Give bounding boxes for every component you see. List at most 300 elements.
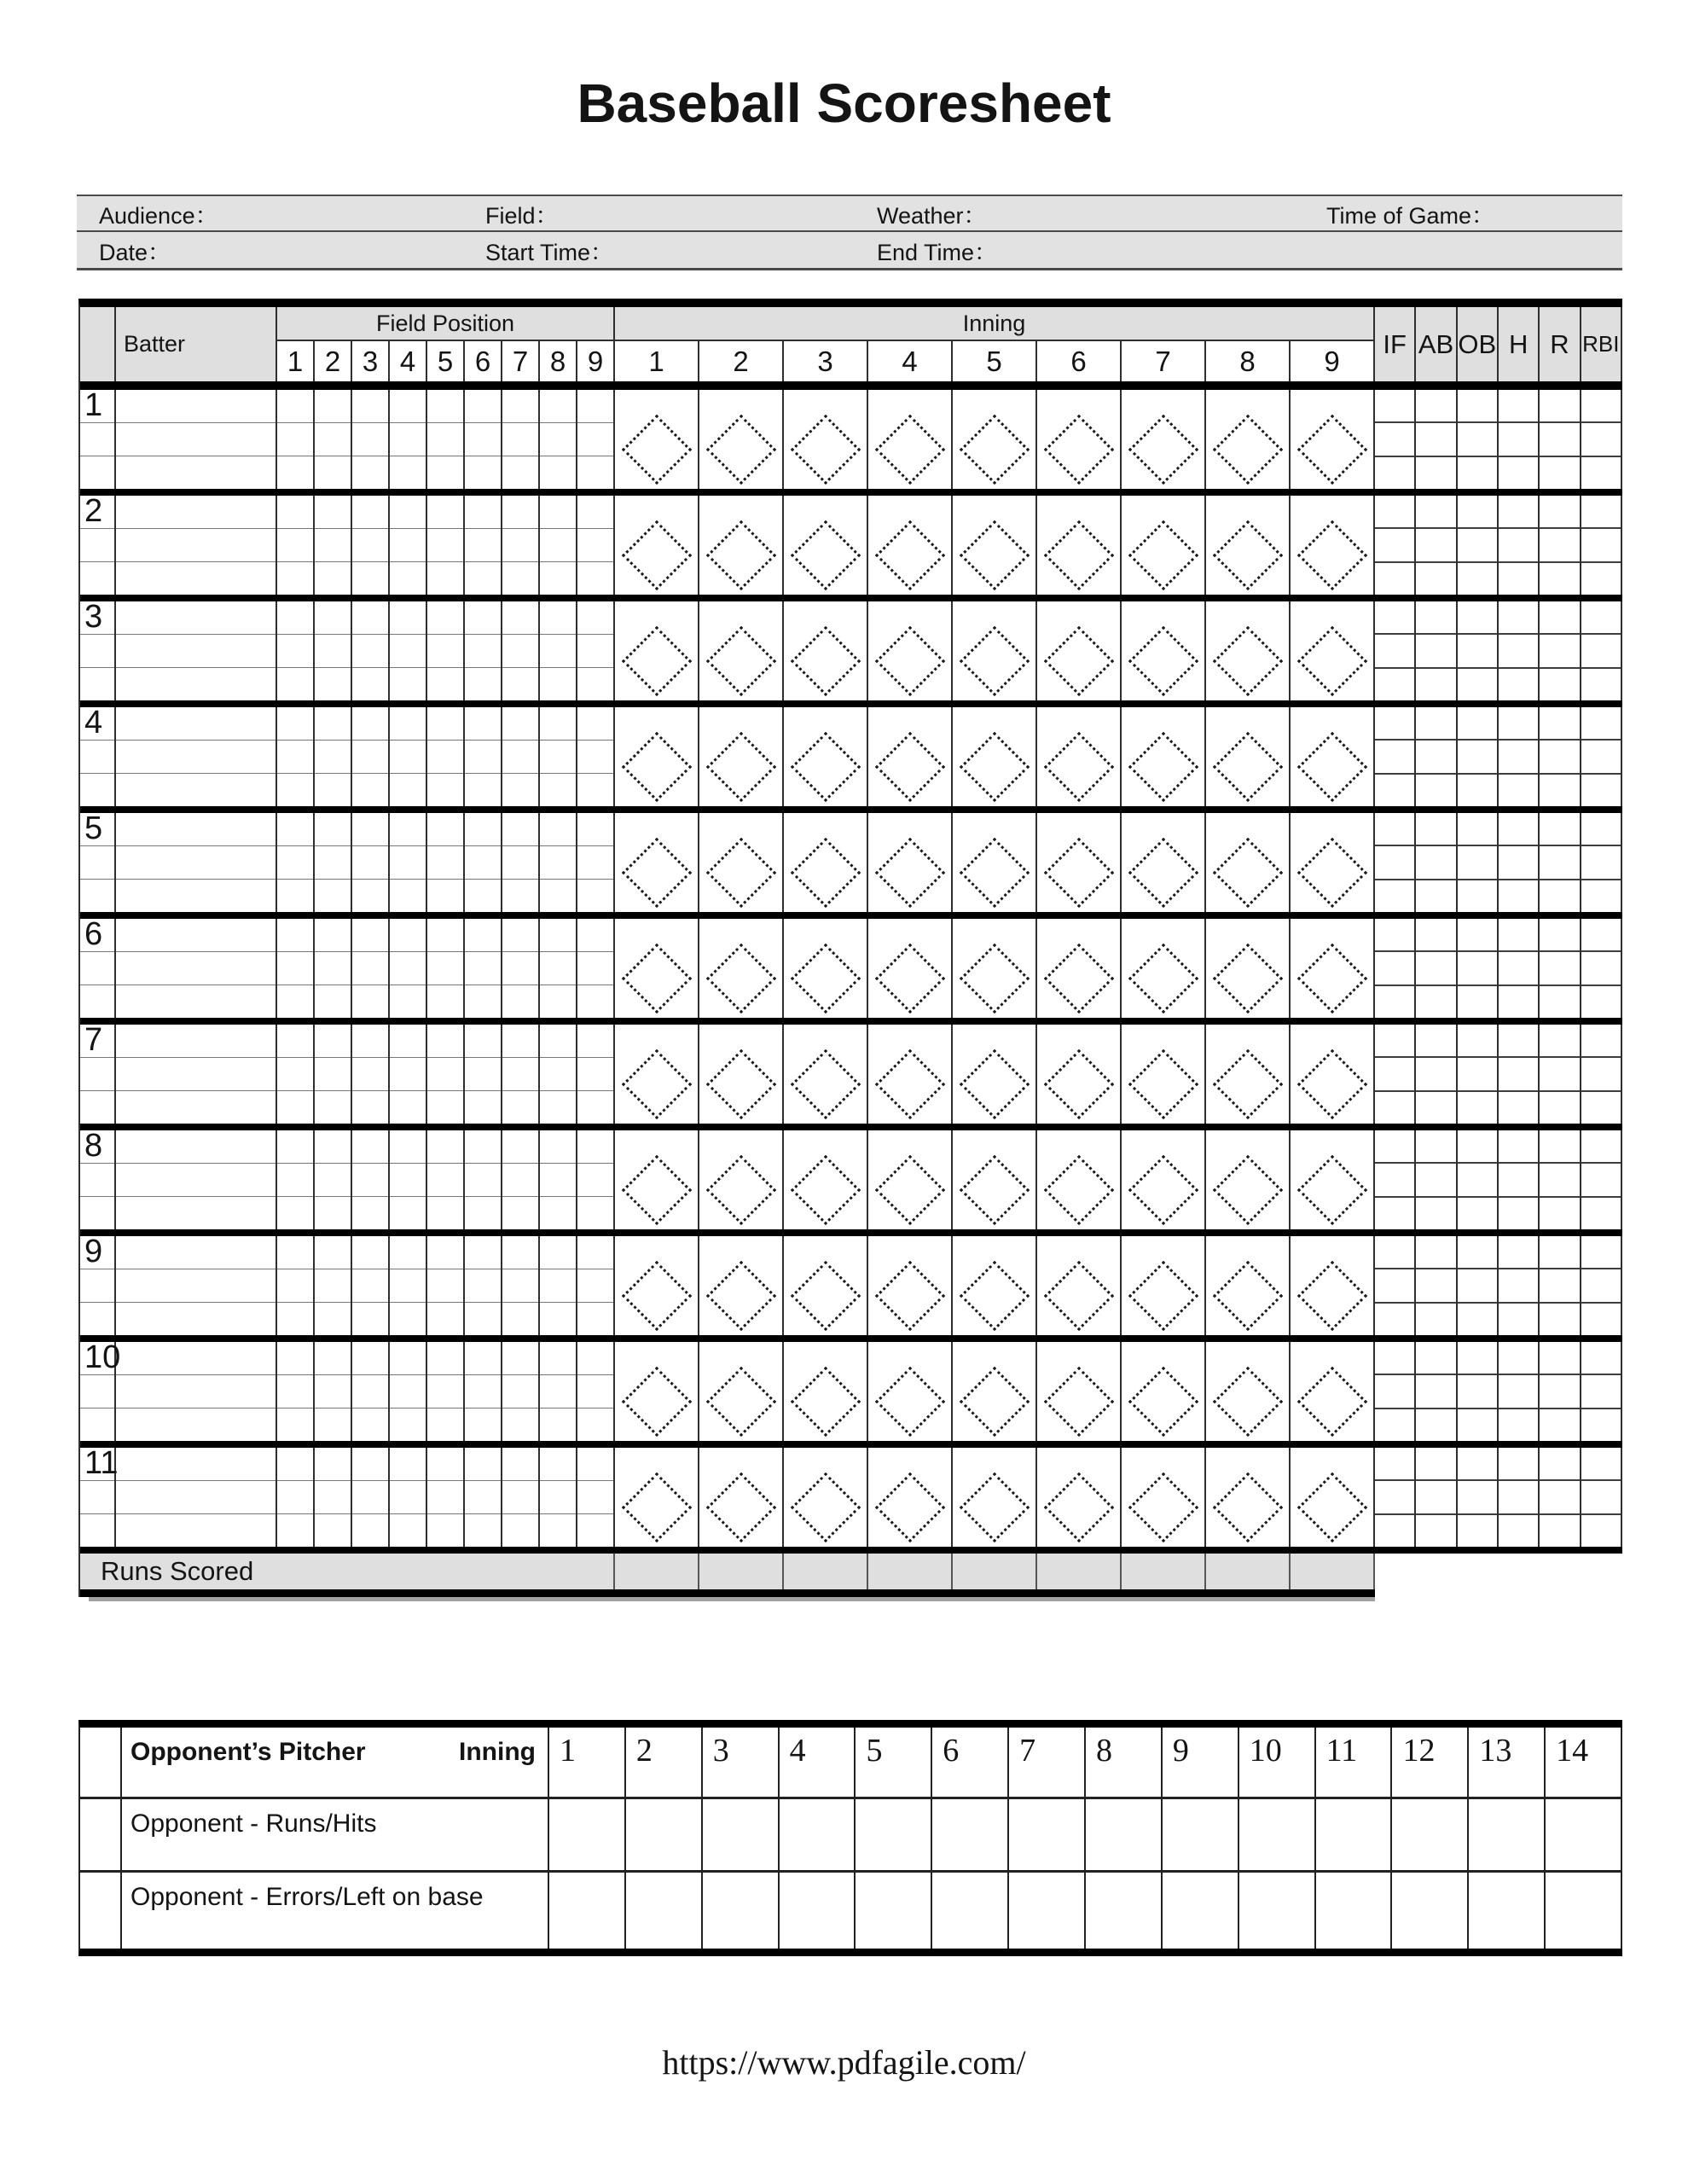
stat-sub-cell[interactable] (1416, 457, 1455, 489)
stat-sub-cell[interactable] (1375, 1164, 1414, 1197)
stat-cell-ab[interactable] (1416, 1025, 1457, 1124)
field-position-sub-cell[interactable] (427, 635, 463, 668)
field-position-sub-cell[interactable] (427, 1448, 463, 1481)
field-position-cell[interactable] (427, 1342, 465, 1441)
stat-cell-r[interactable] (1540, 496, 1581, 595)
inning-scoring-cell[interactable] (699, 707, 784, 806)
field-position-cell[interactable] (577, 1236, 613, 1335)
inning-scoring-cell[interactable] (784, 707, 868, 806)
stat-sub-cell[interactable] (1540, 707, 1579, 741)
field-position-sub-cell[interactable] (315, 668, 351, 700)
inning-scoring-cell[interactable] (1122, 919, 1206, 1018)
inning-scoring-cell[interactable] (868, 1448, 953, 1547)
field-position-sub-cell[interactable] (427, 1303, 463, 1335)
stat-sub-cell[interactable] (1458, 1092, 1497, 1124)
field-position-sub-cell[interactable] (577, 635, 613, 668)
field-position-sub-cell[interactable] (352, 846, 388, 880)
field-position-cell[interactable] (427, 1130, 465, 1229)
stat-cell-rbi[interactable] (1581, 707, 1621, 806)
inning-scoring-cell[interactable] (1291, 1448, 1373, 1547)
stat-sub-cell[interactable] (1581, 775, 1621, 806)
stat-sub-cell[interactable] (1540, 1375, 1579, 1409)
field-position-sub-cell[interactable] (465, 1236, 501, 1269)
field-position-sub-cell[interactable] (427, 1514, 463, 1547)
inning-scoring-cell[interactable] (615, 601, 699, 700)
stat-sub-cell[interactable] (1416, 741, 1455, 774)
stat-sub-cell[interactable] (1499, 496, 1538, 529)
stat-sub-cell[interactable] (1499, 1164, 1538, 1197)
field-position-sub-cell[interactable] (540, 774, 576, 806)
stat-sub-cell[interactable] (1458, 1304, 1497, 1335)
field-position-sub-cell[interactable] (465, 1025, 501, 1058)
stat-sub-cell[interactable] (1375, 1092, 1414, 1124)
field-position-sub-cell[interactable] (277, 562, 313, 595)
inning-scoring-cell[interactable] (1037, 707, 1122, 806)
field-position-cell[interactable] (465, 1025, 502, 1124)
inning-scoring-cell[interactable] (868, 813, 953, 912)
field-position-sub-cell[interactable] (277, 1514, 313, 1547)
runs-scored-cell-inning-2[interactable] (699, 1554, 784, 1589)
field-position-sub-cell[interactable] (577, 1303, 613, 1335)
stat-sub-cell[interactable] (1458, 1342, 1497, 1375)
field-position-sub-cell[interactable] (465, 1303, 501, 1335)
inning-scoring-cell[interactable] (868, 1236, 953, 1335)
field-position-sub-cell[interactable] (277, 985, 313, 1018)
opponent-score-cell[interactable] (1239, 1799, 1316, 1870)
field-position-cell[interactable] (427, 813, 465, 912)
batter-name-line[interactable] (116, 390, 276, 423)
field-position-sub-cell[interactable] (465, 1058, 501, 1091)
stat-cell-ab[interactable] (1416, 1236, 1457, 1335)
stat-sub-cell[interactable] (1416, 423, 1455, 456)
field-position-sub-cell[interactable] (352, 1375, 388, 1409)
inning-scoring-cell[interactable] (1291, 813, 1373, 912)
inning-scoring-cell[interactable] (1206, 1342, 1291, 1441)
field-position-sub-cell[interactable] (465, 741, 501, 774)
inning-scoring-cell[interactable] (1037, 1342, 1122, 1441)
stat-sub-cell[interactable] (1375, 1198, 1414, 1229)
stat-cell-if[interactable] (1375, 1342, 1416, 1441)
inning-scoring-cell[interactable] (784, 1130, 868, 1229)
stat-sub-cell[interactable] (1499, 1304, 1538, 1335)
field-position-sub-cell[interactable] (352, 880, 388, 912)
stat-sub-cell[interactable] (1416, 986, 1455, 1018)
field-position-cell[interactable] (465, 1130, 502, 1229)
field-position-sub-cell[interactable] (465, 1091, 501, 1124)
inning-scoring-cell[interactable] (1037, 1130, 1122, 1229)
blank-cell[interactable] (80, 1375, 114, 1409)
inning-scoring-cell[interactable] (1291, 1342, 1373, 1441)
inning-scoring-cell[interactable] (1291, 390, 1373, 489)
stat-cell-if[interactable] (1375, 813, 1416, 912)
batter-name-cell[interactable] (116, 919, 277, 1018)
inning-scoring-cell[interactable] (615, 1130, 699, 1229)
field-position-sub-cell[interactable] (577, 423, 613, 456)
field-position-cell[interactable] (427, 707, 465, 806)
stat-sub-cell[interactable] (1540, 1164, 1579, 1197)
field-position-cell[interactable] (315, 601, 352, 700)
field-position-sub-cell[interactable] (502, 1375, 538, 1409)
field-position-sub-cell[interactable] (465, 456, 501, 489)
field-position-sub-cell[interactable] (390, 1448, 426, 1481)
field-position-sub-cell[interactable] (540, 1375, 576, 1409)
stat-sub-cell[interactable] (1540, 1448, 1579, 1481)
batter-name-line[interactable] (116, 919, 276, 952)
inning-scoring-cell[interactable] (615, 390, 699, 489)
stat-sub-cell[interactable] (1499, 1130, 1538, 1164)
stat-cell-rbi[interactable] (1581, 1025, 1621, 1124)
field-position-sub-cell[interactable] (465, 496, 501, 529)
opponent-score-cell[interactable] (1086, 1873, 1163, 1949)
stat-cell-ob[interactable] (1458, 496, 1499, 595)
field-position-sub-cell[interactable] (390, 741, 426, 774)
opponent-score-cell[interactable] (1163, 1799, 1239, 1870)
stat-sub-cell[interactable] (1458, 775, 1497, 806)
field-position-sub-cell[interactable] (352, 1197, 388, 1229)
stat-sub-cell[interactable] (1416, 846, 1455, 880)
stat-sub-cell[interactable] (1499, 457, 1538, 489)
batter-name-line[interactable] (116, 1269, 276, 1303)
stat-sub-cell[interactable] (1540, 496, 1579, 529)
field-position-sub-cell[interactable] (502, 1236, 538, 1269)
stat-sub-cell[interactable] (1540, 635, 1579, 668)
field-position-sub-cell[interactable] (540, 1303, 576, 1335)
field-position-sub-cell[interactable] (577, 1197, 613, 1229)
inning-scoring-cell[interactable] (699, 496, 784, 595)
field-position-cell[interactable] (540, 1342, 577, 1441)
field-position-sub-cell[interactable] (577, 1130, 613, 1164)
stat-cell-if[interactable] (1375, 496, 1416, 595)
field-position-sub-cell[interactable] (352, 1091, 388, 1124)
field-position-cell[interactable] (352, 1236, 390, 1335)
field-position-cell[interactable] (352, 390, 390, 489)
inning-scoring-cell[interactable] (1122, 1025, 1206, 1124)
field-position-sub-cell[interactable] (502, 774, 538, 806)
field-position-sub-cell[interactable] (277, 952, 313, 985)
field-position-sub-cell[interactable] (390, 668, 426, 700)
stat-sub-cell[interactable] (1416, 1515, 1455, 1547)
field-position-sub-cell[interactable] (390, 1342, 426, 1375)
stat-sub-cell[interactable] (1458, 741, 1497, 774)
field-position-cell[interactable] (502, 601, 540, 700)
field-position-cell[interactable] (277, 496, 315, 595)
field-position-sub-cell[interactable] (502, 985, 538, 1018)
field-position-cell[interactable] (577, 1130, 613, 1229)
stat-sub-cell[interactable] (1458, 1409, 1497, 1441)
field-position-sub-cell[interactable] (577, 390, 613, 423)
field-position-sub-cell[interactable] (390, 562, 426, 595)
field-position-sub-cell[interactable] (502, 1409, 538, 1441)
field-position-sub-cell[interactable] (465, 529, 501, 562)
field-position-sub-cell[interactable] (540, 952, 576, 985)
stat-sub-cell[interactable] (1416, 1236, 1455, 1269)
stat-sub-cell[interactable] (1458, 707, 1497, 741)
field-position-cell[interactable] (577, 496, 613, 595)
field-position-cell[interactable] (277, 1130, 315, 1229)
field-position-sub-cell[interactable] (577, 1409, 613, 1441)
field-position-sub-cell[interactable] (465, 880, 501, 912)
inning-scoring-cell[interactable] (1206, 1025, 1291, 1124)
opponent-row-margin-cell[interactable] (80, 1799, 122, 1870)
field-position-sub-cell[interactable] (540, 985, 576, 1018)
batter-name-line[interactable] (116, 635, 276, 668)
stat-sub-cell[interactable] (1540, 1515, 1579, 1547)
inning-scoring-cell[interactable] (784, 1342, 868, 1441)
stat-sub-cell[interactable] (1581, 563, 1621, 595)
stat-sub-cell[interactable] (1581, 1092, 1621, 1124)
batter-name-line[interactable] (116, 1514, 276, 1547)
field-position-sub-cell[interactable] (277, 1130, 313, 1164)
batter-name-line[interactable] (116, 774, 276, 806)
inning-scoring-cell[interactable] (615, 496, 699, 595)
field-position-sub-cell[interactable] (315, 1130, 351, 1164)
stat-sub-cell[interactable] (1375, 919, 1414, 952)
field-position-sub-cell[interactable] (315, 496, 351, 529)
field-position-cell[interactable] (315, 813, 352, 912)
field-position-sub-cell[interactable] (577, 1514, 613, 1547)
batter-name-line[interactable] (116, 1303, 276, 1335)
stat-sub-cell[interactable] (1581, 986, 1621, 1018)
field-position-sub-cell[interactable] (540, 1091, 576, 1124)
inning-scoring-cell[interactable] (868, 601, 953, 700)
batter-name-line[interactable] (116, 741, 276, 774)
batter-name-cell[interactable] (116, 1448, 277, 1547)
field-position-sub-cell[interactable] (540, 880, 576, 912)
inning-scoring-cell[interactable] (953, 919, 1037, 1018)
field-position-sub-cell[interactable] (577, 741, 613, 774)
stat-sub-cell[interactable] (1458, 1198, 1497, 1229)
field-position-cell[interactable] (315, 1448, 352, 1547)
stat-sub-cell[interactable] (1375, 390, 1414, 423)
field-position-cell[interactable] (315, 1342, 352, 1441)
stat-sub-cell[interactable] (1540, 952, 1579, 985)
field-position-sub-cell[interactable] (277, 423, 313, 456)
blank-cell[interactable] (80, 529, 114, 562)
field-position-cell[interactable] (502, 1236, 540, 1335)
field-position-cell[interactable] (277, 1236, 315, 1335)
field-position-sub-cell[interactable] (577, 601, 613, 635)
batter-name-cell[interactable] (116, 390, 277, 489)
stat-sub-cell[interactable] (1499, 1409, 1538, 1441)
stat-cell-r[interactable] (1540, 390, 1581, 489)
field-position-sub-cell[interactable] (315, 1409, 351, 1441)
inning-scoring-cell[interactable] (784, 1236, 868, 1335)
stat-sub-cell[interactable] (1499, 741, 1538, 774)
field-position-sub-cell[interactable] (315, 456, 351, 489)
field-position-cell[interactable] (277, 813, 315, 912)
inning-scoring-cell[interactable] (784, 813, 868, 912)
stat-cell-h[interactable] (1499, 1025, 1540, 1124)
stat-sub-cell[interactable] (1375, 1375, 1414, 1409)
stat-sub-cell[interactable] (1375, 635, 1414, 668)
stat-sub-cell[interactable] (1458, 390, 1497, 423)
field-position-sub-cell[interactable] (315, 707, 351, 741)
field-position-sub-cell[interactable] (540, 1236, 576, 1269)
stat-cell-if[interactable] (1375, 919, 1416, 1018)
field-position-cell[interactable] (540, 1130, 577, 1229)
stat-sub-cell[interactable] (1581, 601, 1621, 635)
field-position-sub-cell[interactable] (352, 601, 388, 635)
inning-scoring-cell[interactable] (1291, 707, 1373, 806)
field-position-sub-cell[interactable] (502, 1164, 538, 1197)
field-position-sub-cell[interactable] (540, 423, 576, 456)
stat-sub-cell[interactable] (1416, 1058, 1455, 1091)
field-position-sub-cell[interactable] (277, 496, 313, 529)
stat-sub-cell[interactable] (1581, 1236, 1621, 1269)
stat-sub-cell[interactable] (1540, 880, 1579, 912)
field-position-sub-cell[interactable] (502, 1058, 538, 1091)
field-position-sub-cell[interactable] (352, 985, 388, 1018)
inning-scoring-cell[interactable] (784, 496, 868, 595)
stat-cell-h[interactable] (1499, 1130, 1540, 1229)
field-position-sub-cell[interactable] (502, 1025, 538, 1058)
stat-sub-cell[interactable] (1581, 529, 1621, 562)
field-position-sub-cell[interactable] (427, 813, 463, 846)
inning-scoring-cell[interactable] (1037, 813, 1122, 912)
stat-cell-r[interactable] (1540, 813, 1581, 912)
field-position-cell[interactable] (427, 919, 465, 1018)
inning-scoring-cell[interactable] (699, 1130, 784, 1229)
field-position-sub-cell[interactable] (352, 423, 388, 456)
stat-sub-cell[interactable] (1416, 529, 1455, 562)
field-position-sub-cell[interactable] (465, 707, 501, 741)
stat-sub-cell[interactable] (1499, 1025, 1538, 1058)
stat-cell-ab[interactable] (1416, 601, 1457, 700)
field-position-sub-cell[interactable] (277, 668, 313, 700)
field-position-sub-cell[interactable] (352, 1448, 388, 1481)
stat-cell-if[interactable] (1375, 1025, 1416, 1124)
stat-sub-cell[interactable] (1540, 1236, 1579, 1269)
field-position-cell[interactable] (540, 496, 577, 595)
field-position-sub-cell[interactable] (465, 601, 501, 635)
inning-scoring-cell[interactable] (615, 1236, 699, 1335)
field-position-sub-cell[interactable] (540, 813, 576, 846)
field-position-sub-cell[interactable] (315, 1025, 351, 1058)
field-position-sub-cell[interactable] (502, 601, 538, 635)
inning-scoring-cell[interactable] (1122, 601, 1206, 700)
stat-cell-ab[interactable] (1416, 1342, 1457, 1441)
inning-scoring-cell[interactable] (1122, 1130, 1206, 1229)
stat-sub-cell[interactable] (1416, 1025, 1455, 1058)
field-position-sub-cell[interactable] (315, 1236, 351, 1269)
stat-sub-cell[interactable] (1581, 846, 1621, 880)
field-position-sub-cell[interactable] (502, 1091, 538, 1124)
field-position-sub-cell[interactable] (315, 1197, 351, 1229)
batter-name-line[interactable] (116, 1409, 276, 1441)
runs-scored-cell-inning-4[interactable] (868, 1554, 953, 1589)
field-position-sub-cell[interactable] (315, 1269, 351, 1303)
field-position-sub-cell[interactable] (502, 880, 538, 912)
inning-scoring-cell[interactable] (953, 707, 1037, 806)
field-position-sub-cell[interactable] (465, 952, 501, 985)
field-position-sub-cell[interactable] (315, 390, 351, 423)
stat-sub-cell[interactable] (1458, 1130, 1497, 1164)
field-position-sub-cell[interactable] (390, 529, 426, 562)
field-position-sub-cell[interactable] (540, 1130, 576, 1164)
opponent-score-cell[interactable] (1546, 1799, 1622, 1870)
field-position-sub-cell[interactable] (465, 1481, 501, 1514)
stat-cell-rbi[interactable] (1581, 1236, 1621, 1335)
batter-name-line[interactable] (116, 1197, 276, 1229)
field-position-sub-cell[interactable] (352, 952, 388, 985)
stat-sub-cell[interactable] (1540, 1198, 1579, 1229)
stat-sub-cell[interactable] (1375, 1481, 1414, 1514)
opponent-score-cell[interactable] (1163, 1873, 1239, 1949)
field-position-cell[interactable] (427, 496, 465, 595)
field-position-sub-cell[interactable] (352, 741, 388, 774)
stat-cell-rbi[interactable] (1581, 1448, 1621, 1547)
stat-sub-cell[interactable] (1581, 1375, 1621, 1409)
field-position-sub-cell[interactable] (277, 1236, 313, 1269)
field-position-sub-cell[interactable] (315, 774, 351, 806)
stat-sub-cell[interactable] (1416, 390, 1455, 423)
field-position-sub-cell[interactable] (540, 456, 576, 489)
stat-sub-cell[interactable] (1499, 1342, 1538, 1375)
field-position-sub-cell[interactable] (277, 813, 313, 846)
field-position-sub-cell[interactable] (390, 1197, 426, 1229)
stat-sub-cell[interactable] (1375, 457, 1414, 489)
field-position-cell[interactable] (427, 1025, 465, 1124)
stat-sub-cell[interactable] (1458, 496, 1497, 529)
stat-sub-cell[interactable] (1416, 919, 1455, 952)
stat-sub-cell[interactable] (1458, 1164, 1497, 1197)
stat-sub-cell[interactable] (1581, 390, 1621, 423)
inning-scoring-cell[interactable] (1291, 919, 1373, 1018)
inning-scoring-cell[interactable] (953, 1342, 1037, 1441)
field-position-sub-cell[interactable] (540, 846, 576, 880)
field-position-sub-cell[interactable] (315, 1058, 351, 1091)
field-position-cell[interactable] (540, 919, 577, 1018)
stat-sub-cell[interactable] (1416, 952, 1455, 985)
stat-cell-r[interactable] (1540, 601, 1581, 700)
stat-sub-cell[interactable] (1540, 669, 1579, 700)
field-position-cell[interactable] (315, 919, 352, 1018)
batter-name-line[interactable] (116, 1375, 276, 1409)
field-position-sub-cell[interactable] (277, 1058, 313, 1091)
stat-sub-cell[interactable] (1581, 1058, 1621, 1091)
field-position-sub-cell[interactable] (502, 529, 538, 562)
opponent-score-cell[interactable] (703, 1873, 780, 1949)
field-position-cell[interactable] (390, 1025, 427, 1124)
inning-scoring-cell[interactable] (1122, 1342, 1206, 1441)
field-position-sub-cell[interactable] (390, 1303, 426, 1335)
field-position-sub-cell[interactable] (315, 635, 351, 668)
field-position-sub-cell[interactable] (277, 1303, 313, 1335)
inning-scoring-cell[interactable] (1037, 1448, 1122, 1547)
blank-cell[interactable] (80, 774, 114, 806)
inning-scoring-cell[interactable] (1291, 1130, 1373, 1229)
stat-sub-cell[interactable] (1540, 1409, 1579, 1441)
inning-scoring-cell[interactable] (1037, 1236, 1122, 1335)
stat-sub-cell[interactable] (1581, 1515, 1621, 1547)
stat-cell-r[interactable] (1540, 1342, 1581, 1441)
field-position-cell[interactable] (502, 1342, 540, 1441)
field-position-sub-cell[interactable] (390, 985, 426, 1018)
opponent-score-cell[interactable] (1239, 1873, 1316, 1949)
opponent-score-cell[interactable] (856, 1799, 932, 1870)
runs-scored-cell-inning-8[interactable] (1206, 1554, 1291, 1589)
stat-sub-cell[interactable] (1416, 1375, 1455, 1409)
stat-sub-cell[interactable] (1540, 1342, 1579, 1375)
field-position-cell[interactable] (315, 496, 352, 595)
inning-scoring-cell[interactable] (615, 1025, 699, 1124)
field-position-cell[interactable] (465, 919, 502, 1018)
inning-scoring-cell[interactable] (1037, 496, 1122, 595)
field-position-cell[interactable] (427, 1448, 465, 1547)
blank-cell[interactable] (80, 1091, 114, 1124)
stat-sub-cell[interactable] (1540, 986, 1579, 1018)
stat-sub-cell[interactable] (1375, 1304, 1414, 1335)
